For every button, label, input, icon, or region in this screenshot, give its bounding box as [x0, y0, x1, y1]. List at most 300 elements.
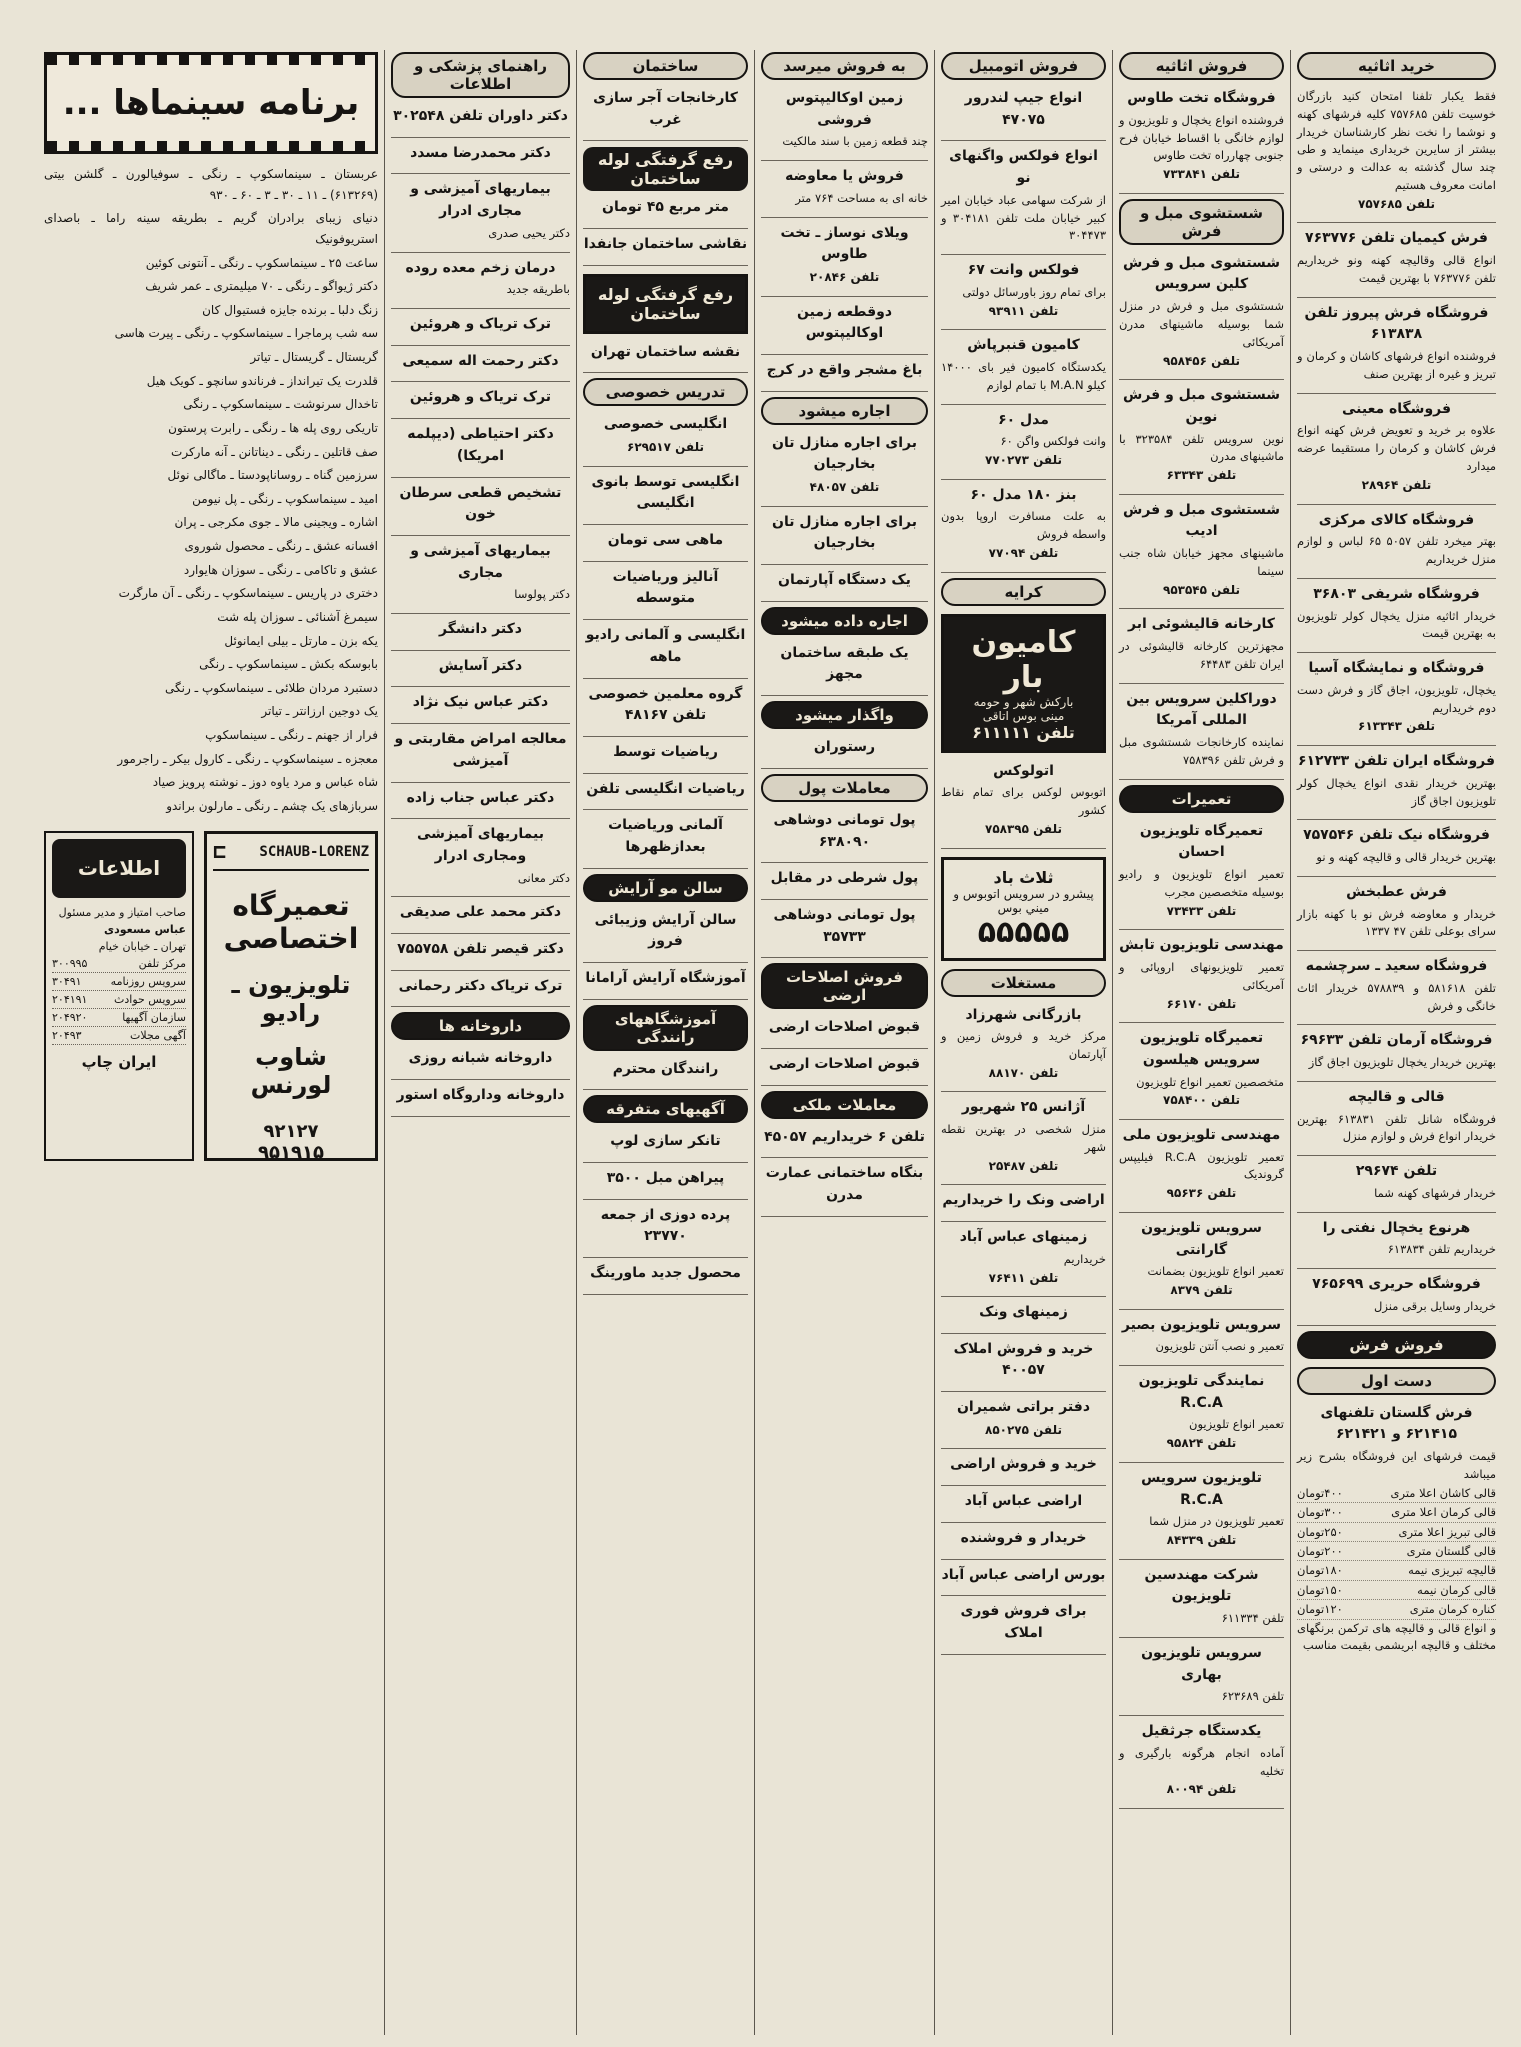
price-row — [1297, 1581, 1496, 1600]
price-value: ۲۰۰تومان — [1297, 1543, 1343, 1558]
ad-divider — [941, 140, 1106, 141]
ad-divider — [941, 1221, 1106, 1222]
phone-label: مرکز تلفن — [138, 956, 186, 970]
classified-ad — [583, 815, 748, 858]
ad-phone: تلفن ۹۵۶۳۶ — [1166, 1186, 1237, 1201]
classified-ad — [391, 1048, 570, 1070]
ad-divider — [941, 1333, 1106, 1334]
ad-text: فروشنده انواع فرشهای کاشان و کرمان و تبریز و غیره از بهترین صنف — [1297, 349, 1496, 381]
classified-ad — [1119, 500, 1284, 600]
ad-title: دکتر قیصر تلفن ۷۵۵۷۵۸ — [397, 941, 564, 958]
owner-name: عباس مسعودی — [104, 922, 186, 936]
ad-divider — [1297, 876, 1496, 877]
box-line: بارکش شهر و حومه — [973, 694, 1074, 709]
classified-ad — [391, 351, 570, 373]
masthead-phone-row — [52, 1027, 186, 1045]
ad-text: خریداریم تلفن ۶۱۳۸۳۴ — [1387, 1242, 1496, 1257]
classified-ad — [583, 472, 748, 515]
ad-title: هرنوع یخچال نفتی را — [1322, 1219, 1471, 1236]
classified-ad — [391, 258, 570, 300]
classified-ad — [941, 761, 1106, 839]
ad-title: یکدستگاه جرثقیل — [1141, 1723, 1262, 1740]
ad-title: بیماریهای آمیزشی ومجاری ادرار — [417, 826, 544, 864]
ad-title: قبوض اصلاحات ارضی — [768, 1019, 921, 1036]
ads-list — [583, 910, 748, 1000]
ad-text: تعمیر و نصب آنتن تلویزیون — [1155, 1339, 1284, 1354]
classified-ad — [583, 1131, 748, 1153]
ads-list — [761, 1017, 928, 1085]
classified-ad — [1119, 1218, 1284, 1300]
section-header-driving-school: آموزشگاههای رانندگی — [583, 1005, 748, 1051]
ad-phone: ۹۵۱۹۱۵ — [258, 1141, 324, 1163]
ad-title: ماهی سی تومان — [607, 532, 724, 549]
ad-divider — [391, 1079, 570, 1080]
classified-ad — [391, 824, 570, 887]
ad-text: نوین سرویس تلفن ۳۲۳۵۸۴ با ماشینهای مدرن — [1119, 431, 1284, 464]
masthead-phone-row — [52, 955, 186, 973]
ad-divider — [941, 1595, 1106, 1596]
ad-title: فروشگاه آرمان تلفن ۶۹۶۳۳ — [1300, 1032, 1493, 1049]
ad-phone: تلفن ۸۴۳۳۹ — [1166, 1533, 1237, 1548]
ad-text: به علت مسافرت اروپا بدون واسطه فروش — [941, 509, 1106, 542]
classified-ad — [1297, 1274, 1496, 1316]
column-buy-furniture — [1290, 50, 1502, 2035]
classified-ad — [583, 342, 748, 364]
ad-pipe-cleaning-box — [583, 274, 748, 334]
ad-text: از شرکت سهامی عباد خیابان امیر کبیر خیابان ملت تلفن ۳۰۴۱۸۱ و ۳۰۴۴۷۳ — [941, 192, 1106, 243]
phone-label: سرویس حوادث — [114, 992, 186, 1006]
ad-divider — [1297, 504, 1496, 505]
cinema-listing: سیمرغ آشنائی ـ سوزان پله شت — [217, 609, 378, 624]
ad-title: بیماریهای آمیزشی و مجاری — [410, 542, 551, 581]
ad-text: خریدار فرشهای کهنه شما — [1374, 1185, 1496, 1200]
ad-divider — [1119, 1715, 1284, 1716]
classified-ad — [391, 1085, 570, 1107]
ad-divider — [391, 613, 570, 614]
ad-title: سرویس تلویزیون بهاری — [1141, 1644, 1262, 1683]
ad-divider — [1119, 494, 1284, 495]
classified-ad — [391, 483, 570, 526]
classified-ad — [1119, 689, 1284, 770]
classified-ad — [941, 1302, 1106, 1324]
ad-phone: تلفن ۷۷۰۲۷۳ — [985, 453, 1062, 468]
price-row — [1297, 1600, 1496, 1619]
ad-title: فروشگاه کالای مرکزی — [1318, 511, 1475, 528]
phone-number: ۳۰۴۹۱ — [52, 974, 82, 988]
cinema-listing: زنگ دلبا ـ برنده جایزه فستیوال کان — [202, 302, 378, 317]
ad-text: قیمت فرشهای این فروشگاه بشرح زیر میباشد — [1297, 1449, 1496, 1481]
classified-ad — [1119, 821, 1284, 921]
ad-text: یخچال، تلویزیون، اجاق گاز و فرش دست دوم خریداریم — [1297, 682, 1496, 715]
ad-title: دوقطعه زمین اوکالیپتوس — [797, 303, 892, 342]
ad-title: رانندگان محترم — [612, 1060, 719, 1077]
ad-title: فروشگاه تخت طاوس — [1127, 90, 1276, 106]
ad-title: نقشه ساختمان تهران — [590, 343, 741, 360]
classified-ad — [1119, 1643, 1284, 1706]
price-item: قالی کرمان نیمه — [1417, 1582, 1496, 1597]
cinema-listing: یک دوجین ارزانتر ـ تیاتر — [261, 704, 378, 719]
ad-title: مهندسی تلویزیون تابش — [1119, 937, 1284, 954]
ad-divider — [1297, 950, 1496, 951]
ad-phone: تلفن ۷۵۷۶۸۵ — [1358, 196, 1435, 211]
ad-title: دکتر آسایش — [438, 657, 523, 674]
ad-title: ترک تریاک دکتر رحمانی — [398, 977, 563, 994]
classified-ad — [391, 976, 570, 998]
section-header-buy-furniture: خرید اثاثیه — [1297, 52, 1496, 80]
ad-divider — [1297, 745, 1496, 746]
ad-phone: تلفن ۶۲۹۵۱۷ — [627, 440, 704, 455]
ads-list — [391, 1048, 570, 1116]
ad-title: تلفن ۲۹۶۷۴ — [1355, 1163, 1438, 1180]
ad-title: دفتر براتی شمیران — [956, 1399, 1091, 1416]
ad-title: دکتر احتیاطی (دیپلمه امریکا) — [407, 426, 554, 464]
ad-text: نماینده کارخانجات شستشوی مبل و فرش تلفن ۷۵۸۳۹۶ — [1119, 735, 1284, 767]
classified-ad — [583, 197, 748, 219]
classified-ad — [941, 1190, 1106, 1212]
ad-title: شستشوی مبل و فرش کلین سرویس — [1123, 254, 1280, 293]
ad-text: و انواع قالی و قالیچه های ترکمن برنگهای مختلف و قالیچه ابریشمی بقیمت مناسب — [1297, 1620, 1496, 1653]
ad-phone: تلفن ۷۶۴۱۱ — [988, 1270, 1059, 1285]
classified-ad — [583, 742, 748, 764]
ad-divider — [391, 252, 570, 253]
cinema-listing: سه شب پرماجرا ـ سینماسکوپ ـ رنگی ـ پیرت هاسی — [114, 326, 378, 341]
cinema-listing: یکه بزن ـ مارتل ـ بیلی ایمانوئل — [224, 633, 378, 648]
classified-ad — [391, 729, 570, 772]
section-header-repairs: تعمیرات — [1119, 785, 1284, 813]
classified-ad — [391, 143, 570, 165]
ad-divider — [583, 140, 748, 141]
ad-divider — [941, 1559, 1106, 1560]
section-header-pharmacies: داروخانه ها — [391, 1012, 570, 1040]
ad-title: بازرگانی شهرزاد — [965, 1006, 1082, 1023]
classified-ad — [761, 433, 928, 497]
ad-divider — [583, 1199, 748, 1200]
ads-list — [761, 737, 928, 769]
cinema-listing: بابوسکه بکش ـ سینماسکوپ ـ رنگی — [199, 657, 378, 672]
ad-divider — [761, 391, 928, 392]
classified-ad — [391, 939, 570, 961]
ad-title: پول تومانی دوشاهی ۳۵۷۳۳ — [773, 906, 916, 945]
ad-text: ماشینهای مجهز خیابان شاه جنب سینما — [1119, 546, 1284, 578]
classified-ad — [583, 234, 748, 256]
ad-title: درمان زخم معده روده — [405, 259, 556, 276]
cinema-listing: عربستان ـ سینماسکوپ ـ رنگی ـ سوفیالورن ـ گلشن بیتی (۶۱۳۲۶۹) ـ ۱۱ ـ ۳۰ ـ ۳ ـ ۶۰ ـ ۹۳۰ — [44, 167, 378, 202]
ad-text: تلفن ۶۱۱۳۳۴ — [1221, 1611, 1284, 1626]
ad-title: انگلیسی توسط بانوی انگلیسی — [591, 473, 740, 512]
newspaper-logo: اطلاعات — [52, 839, 186, 898]
section-header-property-deals: معاملات ملکی — [761, 1091, 928, 1119]
ads-list — [761, 1127, 928, 1217]
masthead-phone-row — [52, 1009, 186, 1027]
classified-ad — [583, 1205, 748, 1248]
ad-divider — [761, 296, 928, 297]
ad-divider — [941, 1654, 1106, 1655]
classified-ad — [761, 223, 928, 287]
ad-divider — [391, 686, 570, 687]
ad-divider — [761, 1216, 928, 1217]
classified-ad — [583, 414, 748, 456]
ad-text: شستشوی مبل و فرش در منزل شما بوسیله ماشینهای مدرن آمریکائی — [1119, 299, 1284, 349]
ad-title: معالجه امراض مقاربتی و آمیزشی — [394, 731, 567, 769]
classified-ad — [941, 410, 1106, 470]
ad-title: اراضی ونک را خریداریم — [942, 1192, 1105, 1209]
ad-phone: تلفن ۷۳۴۳۳ — [1166, 903, 1237, 918]
ad-title: اتولوکس — [993, 762, 1054, 779]
ad-text: فقط یکبار تلفنا امتحان کنید بازرگان خوسیت تلفن ۷۵۷۶۸۵ کلیه فرشهای کهنه و نوشما را نخت نظر کارشناسان خریدار بیشتر از سایرین خریداری مینماید و طی چند سال گذشته به عدالت و درستی و امانت معروف هستیم — [1297, 89, 1496, 193]
ad-divider — [761, 160, 928, 161]
price-value: ۴۰۰تومان — [1297, 1485, 1343, 1500]
ad-divider — [1297, 1212, 1496, 1213]
classified-ad — [1297, 228, 1496, 287]
ad-divider — [391, 650, 570, 651]
ads-list — [1119, 253, 1284, 780]
phone-number: ۲۰۴۹۳ — [52, 1028, 82, 1042]
section-header-real-estate: مستغلات — [941, 969, 1106, 997]
printer-name: ایران چاپ — [81, 1052, 157, 1071]
ad-divider — [761, 601, 928, 602]
column-for-sale — [754, 50, 934, 2035]
classified-ad — [1297, 510, 1496, 569]
ad-title: برای فروش فوری املاک — [960, 1603, 1087, 1641]
classified-ad — [941, 88, 1106, 131]
classified-ad — [391, 656, 570, 678]
box-title: رفع گرفتگی لوله ساختمان — [597, 284, 734, 323]
ad-title: دکتر محمدرضا مسدد — [410, 144, 551, 161]
ad-title: داروخانه وداروگاه استور — [396, 1087, 565, 1104]
ad-title: پرده دوزی از جمعه ۲۳۷۷۰ — [600, 1206, 731, 1245]
ad-bus-service-box — [941, 857, 1106, 961]
price-item: قالی کرمان اعلا متری — [1391, 1505, 1496, 1520]
classified-ad — [391, 387, 570, 409]
ad-title: تعمیرگاه تلویزیون سرویس هیلسون — [1139, 1030, 1264, 1068]
ad-divider — [1119, 779, 1284, 780]
classified-ad — [391, 692, 570, 714]
ad-divider — [583, 228, 748, 229]
box-line: مینی بوس اتاقی — [982, 708, 1065, 723]
price-item: کناره کرمان متری — [1409, 1602, 1496, 1617]
ad-text: بهتر میخرد تلفن ۵۰۵۷ ۶۵ لباس و لوازم منزل خریداریم — [1297, 534, 1496, 566]
classified-ad — [1297, 882, 1496, 941]
ad-title: کارخانه قالیشوئی ابر — [1128, 616, 1275, 633]
ad-divider — [583, 1257, 748, 1258]
ad-phone: تلفن ۷۵۸۳۹۵ — [985, 821, 1062, 836]
box-phone: تلفن ۶۱۱۱۱۱ — [972, 722, 1075, 742]
ads-list — [941, 1005, 1106, 1655]
ad-title: فروشگاه معینی — [1341, 400, 1452, 417]
section-header-beauty-salon: سالن مو آرایش — [583, 874, 748, 902]
ads-list — [761, 433, 928, 602]
ad-text: خریدار و معاوضه فرش نو با کهنه بازار سرای بوعلی تلفن ۴۷ ۱۳۳۷ — [1297, 906, 1496, 939]
ad-text: یکدستگاه کامیون فیر بای ۱۴۰۰۰ کیلو M.A.N با تمام لوازم — [941, 359, 1106, 392]
classified-ad — [583, 625, 748, 668]
ad-divider — [583, 736, 748, 737]
cinema-listing: قلدرت یک تیرانداز ـ فرناندو سانچو ـ کویک هیل — [146, 373, 378, 388]
address: تهران ـ خیابان خیام — [98, 939, 186, 953]
ad-title: بورس اراضی عباس آباد — [941, 1566, 1106, 1583]
cinema-listing: ساعت ۲۵ ـ سینماسکوپ ـ رنگی ـ آنتونی کوئین — [145, 255, 378, 270]
classified-page — [38, 50, 1502, 2035]
ad-divider — [391, 137, 570, 138]
classified-ad — [761, 360, 928, 382]
section-header-auto-sale: فروش اتومبیل — [941, 52, 1106, 80]
cinema-listing: دکتر ژیواگو ـ رنگی ـ ۷۰ میلیمتری ـ عمر شریف — [145, 279, 378, 294]
ad-divider — [1119, 1808, 1284, 1809]
ad-divider — [391, 173, 570, 174]
section-header-construction: ساختمان — [583, 52, 748, 80]
ad-divider — [761, 217, 928, 218]
masthead-area — [44, 831, 378, 1161]
ad-title: خرید و فروش املاک ۴۰۰۵۷ — [953, 1340, 1094, 1379]
cinema-listing: صف قاتلین ـ رنگی ـ دیناتانن ـ آنه مارکرت — [171, 444, 378, 459]
ad-title: قبوض اصلاحات ارضی — [768, 1055, 921, 1072]
classified-ad — [941, 1005, 1106, 1083]
classified-ad — [941, 1097, 1106, 1175]
column-medical — [384, 50, 576, 2035]
owner-label: صاحب امتیاز و مدیر مسئول — [58, 905, 186, 919]
section-header-for-rent: اجاره میشود — [761, 397, 928, 425]
section-header-land-reform: فروش اصلاحات ارضی — [761, 963, 928, 1009]
ad-divider — [1297, 1268, 1496, 1269]
ad-title: خریدار و فروشنده — [960, 1529, 1087, 1546]
ad-phone: تلفن ۹۵۸۲۴ — [1166, 1436, 1237, 1451]
ad-title: بیماریهای آمیزشی و مجاری ادرار — [410, 181, 551, 220]
ad-divider — [941, 479, 1106, 480]
cinema-listing: دستبرد مردان طلائی ـ سینماسکوپ ـ رنگی — [165, 680, 378, 695]
price-item: قالی گلستان متری — [1406, 1543, 1496, 1558]
classified-ad — [761, 1054, 928, 1076]
ad-phone: تلفن ۲۰۸۴۶ — [809, 270, 880, 285]
ad-divider — [941, 1448, 1106, 1449]
ad-title: فروشگاه نیک تلفن ۷۵۷۵۴۶ — [1303, 827, 1490, 844]
ad-divider — [583, 773, 748, 774]
classified-ad — [1297, 303, 1496, 384]
ads-list — [583, 1059, 748, 1091]
ad-phone: تلفن ۷۷۰۹۴ — [988, 546, 1059, 560]
phone-label: سازمان آگهیها — [122, 1010, 186, 1024]
classified-ad — [1119, 88, 1284, 184]
section-header-tutoring: تدریس خصوصی — [583, 378, 748, 406]
ad-line: تعمیرگاه اختصاصی — [223, 888, 359, 955]
ad-phone: تلفن ۶۱۳۳۴۳ — [1358, 719, 1435, 734]
ad-text: تلفن ۶۲۳۶۸۹ — [1221, 1689, 1284, 1704]
classified-ad — [1119, 1371, 1284, 1453]
ad-divider — [1119, 1022, 1284, 1023]
classified-ad — [941, 1601, 1106, 1644]
ad-text: باطریقه جدید — [506, 282, 570, 297]
ad-text: دکتر پولوسا — [514, 587, 570, 602]
ad-divider — [391, 970, 570, 971]
section-header-leased: اجاره داده میشود — [761, 607, 928, 635]
classified-ad — [1297, 1030, 1496, 1072]
cinema-listing: سربازهای یک چشم ـ رنگی ـ مارلون براندو — [166, 798, 378, 813]
ad-divider — [941, 848, 1106, 849]
ad-title: بنز ۱۸۰ مدل ۶۰ — [970, 486, 1077, 503]
ad-text: برای تمام روز باورسائل دولتی — [962, 284, 1106, 299]
section-header-medical: راهنمای پزشکی و اطلاعات — [391, 52, 570, 98]
classified-ad — [583, 1168, 748, 1190]
ad-title: تلویزیون سرویس R.C.A — [1141, 1469, 1262, 1508]
classified-ad — [941, 335, 1106, 394]
classified-ad — [761, 737, 928, 759]
ad-divider — [941, 254, 1106, 255]
ad-title: نمایندگی تلویزیون R.C.A — [1138, 1373, 1265, 1411]
ad-divider — [1119, 1309, 1284, 1310]
ads-list — [1119, 88, 1284, 194]
ad-phone: تلفن ۲۵۴۸۷ — [988, 1158, 1059, 1173]
ad-phone: تلفن ۲۸۹۶۴ — [1361, 477, 1432, 492]
cinema-listing: تاخدال سرنوشت ـ سینماسکوپ ـ رنگی — [183, 397, 378, 412]
section-header-transfer: واگذار میشود — [761, 701, 928, 729]
ad-title: خرید و فروش اراضی — [950, 1456, 1097, 1473]
cinema-listing: معجزه ـ سینماسکوپ ـ رنگی ـ کارول بیکر ـ راجرمور — [117, 751, 378, 766]
ad-text: بهترین خریدار یخچال تلویزیون اجاق گاز — [1308, 1055, 1496, 1070]
cinema-listing: دختری در پاریس ـ سینماسکوپ ـ رنگی ـ آن مارگرت — [118, 586, 378, 601]
ad-title: فروشگاه حریری ۷۶۵۶۹۹ — [1312, 1276, 1481, 1293]
ad-divider — [583, 524, 748, 525]
classified-ad — [1119, 253, 1284, 370]
classified-ad — [1297, 956, 1496, 1015]
price-row — [1297, 1484, 1496, 1503]
classified-ad — [761, 166, 928, 208]
ad-divider — [761, 564, 928, 565]
ad-divider — [583, 962, 748, 963]
carpet-price-list — [1297, 1484, 1496, 1620]
ad-title: پیراهن مبل ۳۵۰۰ — [606, 1170, 725, 1187]
ad-title: انواع فولکس واگنهای نو — [949, 148, 1098, 187]
classified-ad — [1297, 1161, 1496, 1203]
ad-divider — [1119, 929, 1284, 930]
ads-list — [1119, 821, 1284, 1809]
section-header-money: معاملات پول — [761, 774, 928, 802]
classified-ad — [941, 1528, 1106, 1550]
classified-ad — [583, 88, 748, 131]
cinema-listing: امید ـ سینماسکوپ ـ رنگی ـ پل نیومن — [192, 491, 378, 506]
classified-ad — [761, 302, 928, 345]
classified-ad — [1297, 584, 1496, 643]
cinema-listing: اشاره ـ ویجینی مالا ـ جوی مکرجی ـ پران — [174, 515, 378, 530]
ad-divider — [941, 572, 1106, 573]
schaub-lorenz-logo-icon: ⊏ — [213, 839, 227, 865]
ad-title: بنگاه ساختمانی عمارت مدرن — [765, 1165, 924, 1203]
ad-text: مجهزترین کارخانه قالیشوئی در ایران تلفن ۶۴۴۸۳ — [1119, 639, 1284, 671]
ad-phone: ۹۲۱۲۷ — [263, 1120, 319, 1142]
classified-ad — [391, 179, 570, 242]
classified-ad — [941, 1339, 1106, 1382]
ad-schaub-lorenz — [204, 831, 378, 1161]
ad-title: دکتر رحمت اله سمیعی — [402, 352, 559, 369]
ad-phone: تلفن ۷۳۳۸۴۱ — [1163, 167, 1240, 182]
ad-title: یک طبقه ساختمان مجهز — [780, 644, 909, 683]
ad-title: زمین اوکالیپتوس فروشی — [785, 90, 904, 128]
classified-ad — [1297, 751, 1496, 810]
classified-ad — [941, 260, 1106, 320]
column-auto-sale — [934, 50, 1112, 2035]
ad-text: مرکز خرید و فروش زمین و آپارتمان — [941, 1029, 1106, 1061]
ad-title: برای اجاره منازل تان بخارجیان — [772, 513, 917, 552]
ad-title: تلفن ۶ خریداریم ۴۵۰۵۷ — [764, 1128, 925, 1145]
ad-text: فروشنده انواع یخچال و تلویزیون و لوازم خانگی با اقساط خیابان فرح جنوبی چهارراه تخت طاوس — [1119, 112, 1284, 163]
cinema-listings — [44, 164, 378, 817]
ad-title: آموزشگاه آرایش آرامانا — [585, 970, 746, 987]
classified-ad — [391, 424, 570, 467]
cinema-listing: شاه عباس و مرد یاوه دوز ـ نوشته پرویز صیاد — [152, 775, 378, 790]
ad-divider — [1119, 1212, 1284, 1213]
ads-list — [941, 88, 1106, 573]
masthead-phone-row — [52, 973, 186, 991]
ad-divider — [583, 868, 748, 869]
ad-divider — [1297, 1325, 1496, 1326]
phone-number: ۳۰۰۹۹۵ — [52, 956, 88, 970]
